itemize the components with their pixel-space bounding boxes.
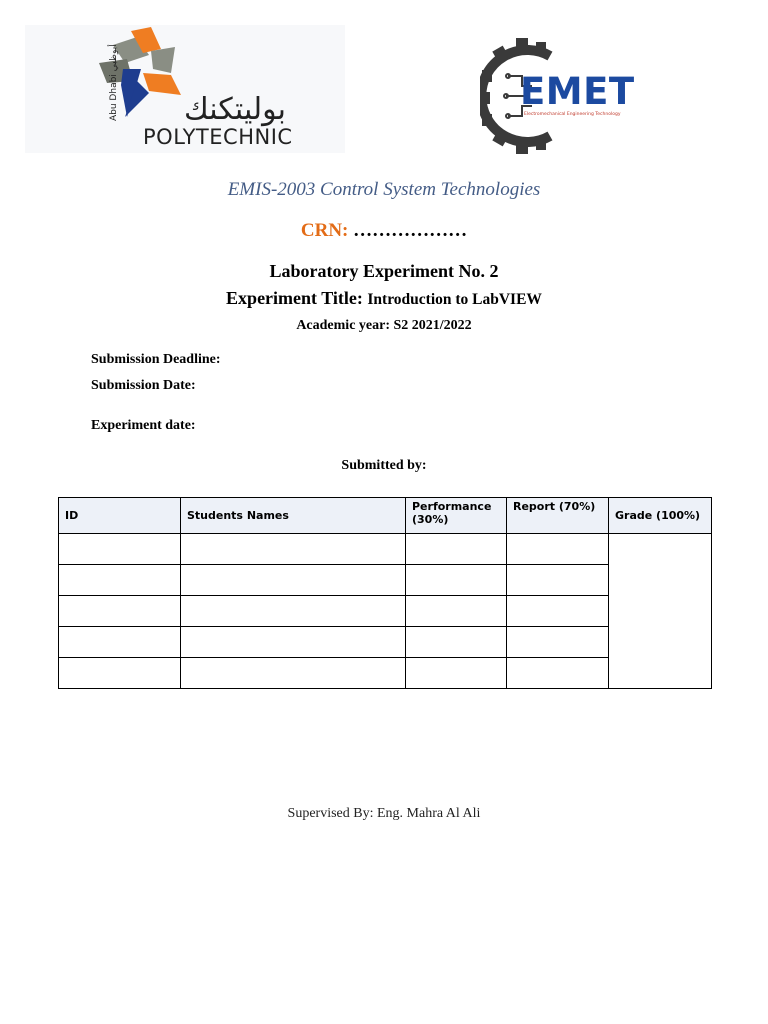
polytechnic-name: POLYTECHNIC [143, 125, 293, 149]
performance-cell[interactable] [406, 534, 507, 565]
experiment-title-label: Experiment Title: [226, 288, 368, 308]
id-cell[interactable] [59, 534, 181, 565]
experiment-title-value: Introduction to LabVIEW [367, 291, 542, 308]
emet-logo [480, 36, 650, 156]
table-header-row [59, 498, 712, 534]
emet-subtitle: Electromechanical Engineering Technology [524, 112, 621, 117]
grade-cell[interactable] [609, 534, 712, 689]
performance-cell[interactable] [406, 658, 507, 689]
crn-value: ……………… [348, 220, 468, 241]
id-cell[interactable] [59, 658, 181, 689]
polytechnic-vertical-text: Abu Dhabi أبوظبي [109, 44, 119, 121]
report-cell[interactable] [507, 565, 609, 596]
students-table [58, 497, 712, 689]
crn-label: CRN: [300, 220, 349, 241]
report-cell[interactable] [507, 658, 609, 689]
supervised-by: Supervised By: Eng. Mahra Al Ali [287, 806, 481, 821]
report-cell[interactable] [507, 534, 609, 565]
lab-title: Laboratory Experiment No. 2 [269, 261, 499, 281]
header-students-names: Students Names [181, 498, 406, 534]
submission-date-label: Submission Date: [91, 378, 196, 393]
performance-cell[interactable] [406, 565, 507, 596]
id-cell[interactable] [59, 596, 181, 627]
emet-name: EMET [520, 70, 635, 113]
submission-deadline-label: Submission Deadline: [91, 352, 221, 367]
polytechnic-arabic-name: بوليتكنك [184, 92, 286, 127]
header-report: Report (70%) [507, 498, 609, 534]
header-performance: Performance (30%) [406, 498, 507, 534]
submitted-by-heading: Submitted by: [341, 458, 427, 473]
report-cell[interactable] [507, 596, 609, 627]
experiment-title [0, 288, 768, 309]
name-cell[interactable] [181, 627, 406, 658]
name-cell[interactable] [181, 596, 406, 627]
course-title: EMIS-2003 Control System Technologies [227, 179, 541, 200]
header-id: ID [59, 498, 181, 534]
name-cell[interactable] [181, 658, 406, 689]
table-row [59, 534, 712, 565]
name-cell[interactable] [181, 565, 406, 596]
header-grade: Grade (100%) [609, 498, 712, 534]
id-cell[interactable] [59, 565, 181, 596]
academic-year: Academic year: S2 2021/2022 [296, 318, 472, 333]
id-cell[interactable] [59, 627, 181, 658]
name-cell[interactable] [181, 534, 406, 565]
performance-cell[interactable] [406, 596, 507, 627]
report-cell[interactable] [507, 627, 609, 658]
experiment-date-label: Experiment date: [91, 418, 196, 433]
polytechnic-logo [25, 25, 345, 153]
performance-cell[interactable] [406, 627, 507, 658]
crn-line [0, 220, 768, 242]
